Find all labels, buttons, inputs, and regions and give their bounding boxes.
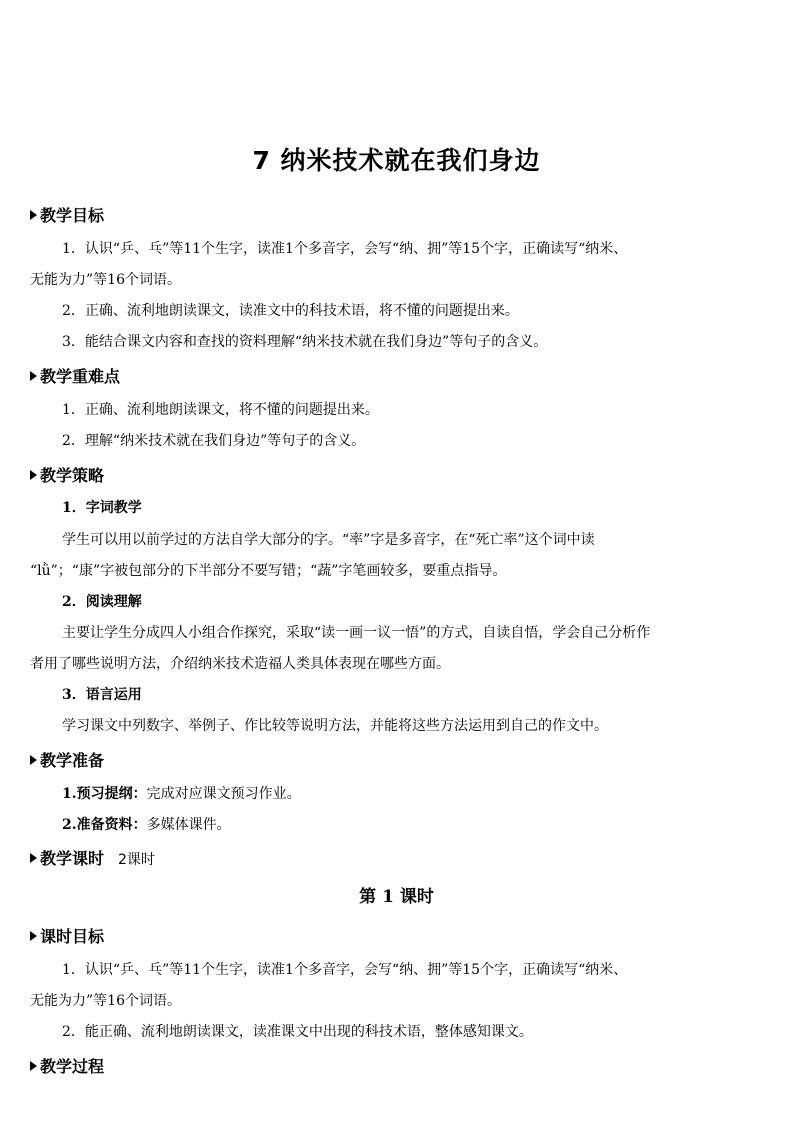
objective-item-1: 1．认识“乒、乓”等11个生字，读准1个多音字，会写“纳、拥”等15个字，正确读写“纳米、 — [62, 241, 628, 257]
objective-item-2: 2．正确、流利地朗读课文，读准文中的科技术语，将不懂的问题提出来。 — [62, 303, 519, 319]
page-title: 7 纳米技术就在我们身边 — [252, 146, 541, 175]
strategy-sub-1-text-cont: “lǜ”；“康”字被包部分的下半部分不要写错；“蔬”字笔画较多，要重点指导。 — [30, 563, 507, 579]
strategy-sub-2-text: 主要让学生分成四人小组合作探究，采取“读一画一议一悟”的方式，自读自悟，学会自己分析作 — [62, 625, 651, 641]
heading-strategy: 教学策略 — [30, 463, 104, 486]
heading-preparation: 教学准备 — [30, 748, 104, 771]
triangle-bullet-icon — [30, 1061, 37, 1071]
heading-key-points: 教学重难点 — [30, 364, 120, 387]
heading-periods: 教学课时 2课时 — [30, 846, 155, 869]
strategy-sub-2: 2．阅读理解 — [62, 594, 142, 610]
strategy-sub-1-text: 学生可以用以前学过的方法自学大部分的字。“率”字是多音字，在“死亡率”这个词中读 — [62, 532, 595, 548]
heading-objectives: 教学目标 — [30, 203, 104, 226]
preparation-item-2: 2.准备资料：多媒体课件。 — [62, 817, 231, 833]
lesson-objective-item-2: 2．能正确、流利地朗读课文，读准课文中出现的科技术语，整体感知课文。 — [62, 1024, 533, 1040]
lesson-objective-item-1-cont: 无能为力”等16个词语。 — [30, 993, 181, 1009]
strategy-sub-3-text: 学习课文中列数字、举例子、作比较等说明方法，并能将这些方法运用到自己的作文中。 — [62, 718, 608, 734]
triangle-bullet-icon — [30, 210, 37, 220]
periods-value: 2课时 — [118, 852, 155, 868]
objective-item-3: 3．能结合课文内容和查找的资料理解“纳米技术就在我们身边”等句子的含义。 — [62, 334, 548, 350]
lesson-objective-item-1: 1．认识“乒、乓”等11个生字，读准1个多音字，会写“纳、拥”等15个字，正确读写“纳米、 — [62, 962, 628, 978]
triangle-bullet-icon — [30, 470, 37, 480]
triangle-bullet-icon — [30, 755, 37, 765]
strategy-sub-3: 3．语言运用 — [62, 687, 142, 703]
triangle-bullet-icon — [30, 371, 37, 381]
lesson-title: 第 1 课时 — [359, 887, 434, 907]
triangle-bullet-icon — [30, 931, 37, 941]
heading-lesson-objectives: 课时目标 — [30, 924, 104, 947]
objective-item-1-cont: 无能为力”等16个词语。 — [30, 272, 181, 288]
key-point-item-1: 1．正确、流利地朗读课文，将不懂的问题提出来。 — [62, 402, 379, 418]
strategy-sub-2-text-cont: 者用了哪些说明方法，介绍纳米技术造福人类具体表现在哪些方面。 — [30, 656, 450, 672]
key-point-item-2: 2．理解“纳米技术就在我们身边”等句子的含义。 — [62, 433, 366, 449]
strategy-sub-1: 1．字词教学 — [62, 500, 142, 516]
heading-process: 教学过程 — [30, 1054, 104, 1077]
triangle-bullet-icon — [30, 853, 37, 863]
preparation-item-1: 1.预习提纲：完成对应课文预习作业。 — [62, 786, 301, 802]
